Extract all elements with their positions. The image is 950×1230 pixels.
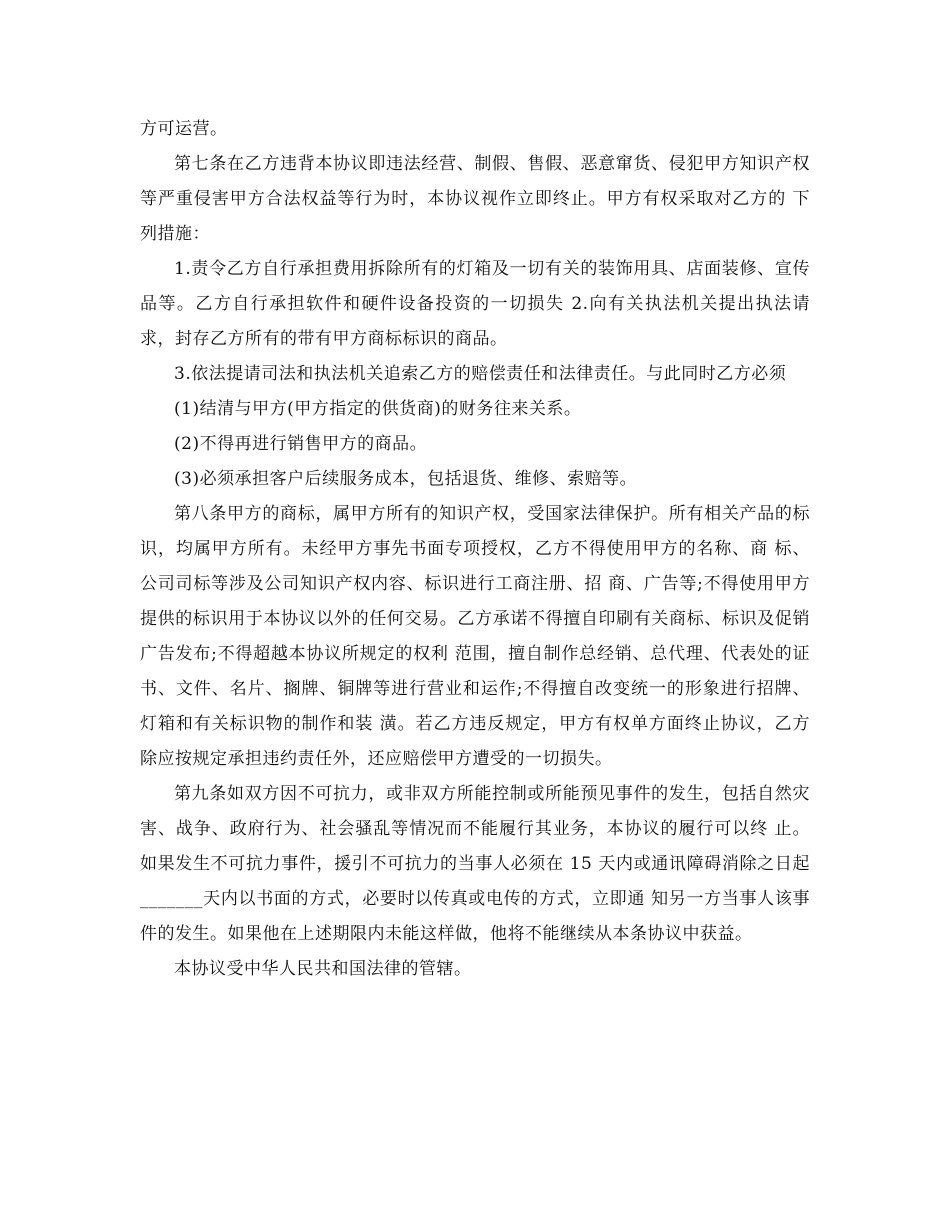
paragraph-subitem-3: (3)必须承担客户后续服务成本，包括退货、维修、索赔等。 — [174, 469, 638, 489]
paragraph-measure-3: 3.依法提请司法和执法机关追索乙方的赔偿责任和法律责任。与此同时乙方必须 — [174, 364, 787, 384]
paragraph-subitem-2: (2)不得再进行销售甲方的商品。 — [174, 434, 428, 454]
document-body — [140, 112, 810, 987]
paragraph-article-7: 第七条在乙方违背本协议即违法经营、制假、售假、恶意窜货、侵犯甲方知识产权等严重侵害甲方合法权益等行为时，本协议视作立即终止。甲方有权采取对乙方的 下列措施： — [140, 154, 810, 244]
paragraph-subitem-1: (1)结清与甲方(甲方指定的供货商)的财务往来关系。 — [174, 399, 582, 419]
paragraph-governing-law: 本协议受中华人民共和国法律的管辖。 — [174, 959, 472, 979]
paragraph-article-8: 第八条甲方的商标，属甲方所有的知识产权，受国家法律保护。所有相关产品的标识，均属甲方所有。未经甲方事先书面专项授权，乙方不得使用甲方的名称、商 标、公司司标等涉及公司知识产权内容、标识进行工商注册、招 商、广告等;不得使用甲方提供的标识用于本协议以外的任何交易。乙方承诺不得擅自印刷有关商标、标识及促销广告发布;不得超越本协议所规定的权利 范围，擅自制作总经销、总代理、代表处的证书、文件、名片、搁牌、铜牌等进行营业和运作;不得擅自改变统一的形象进行招牌、灯箱和有关标识物的制作和装 潢。若乙方违反规定，甲方有权单方面终止协议，乙方除应按规定承担违约责任外，还应赔偿甲方遭受的一切损失。 — [140, 504, 810, 769]
paragraph-continuation: 方可运营。 — [140, 119, 228, 139]
paragraph-measure-1-2: 1.责令乙方自行承担费用拆除所有的灯箱及一切有关的装饰用具、店面装修、宣传品等。乙方自行承担软件和硬件设备投资的一切损失 2.向有关执法机关提出执法请求，封存乙方所有的带有甲方商标标识的商品。 — [140, 259, 810, 349]
paragraph-article-9: 第九条如双方因不可抗力，或非双方所能控制或所能预见事件的发生，包括自然灾害、战争、政府行为、社会骚乱等情况而不能履行其业务，本协议的履行可以终 止。如果发生不可抗力事件，援引不可抗力的当事人必须在 15 天内或通讯障碍消除之日起_______天内以书面的方式，必要时以传真或电传的方式，立即通 知另一方当事人该事件的发生。如果他在上述期限内未能这样做，他将不能继续从本条协议中获益。 — [140, 784, 810, 944]
